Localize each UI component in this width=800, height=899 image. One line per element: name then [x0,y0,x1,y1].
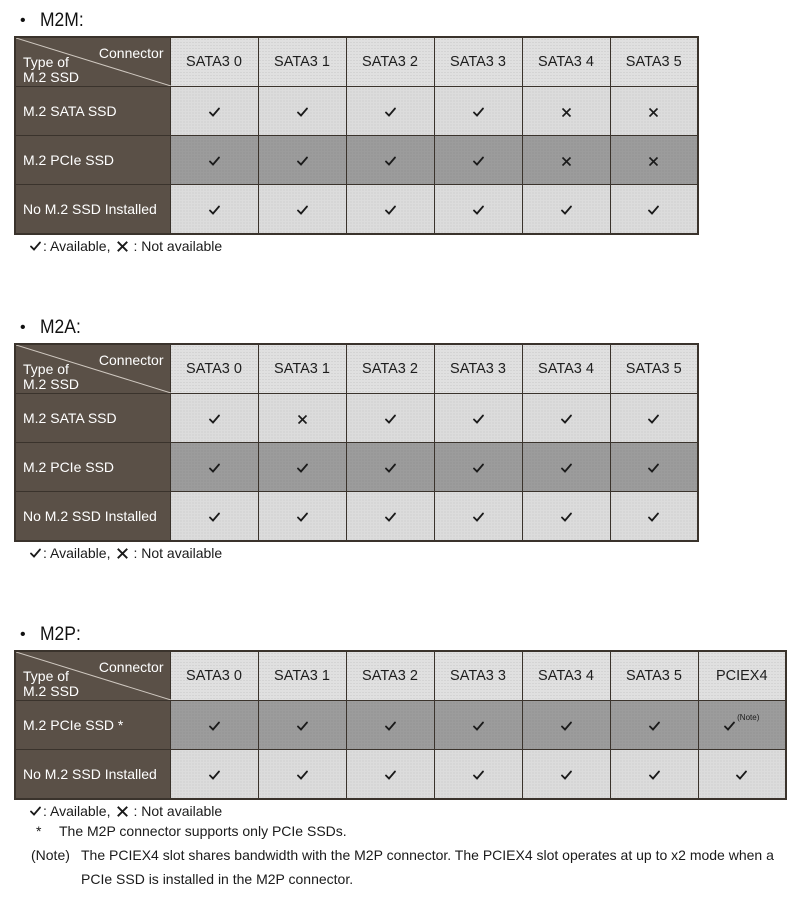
check-icon [473,414,484,424]
table-cell [258,750,346,800]
section-title-text: M2M: [39,10,84,31]
column-header: SATA3 3 [434,37,522,87]
column-header: SATA3 0 [170,344,258,394]
check-icon [473,205,484,215]
corner-type-label: Type of M.2 SSD [23,54,80,85]
table-cell [170,185,258,235]
legend-m2p [30,803,800,819]
column-header: SATA3 5 [610,37,698,87]
check-icon [385,414,396,424]
table-cell [610,443,698,492]
column-header: SATA3 5 [610,651,698,701]
header-row [15,344,698,394]
table-cell [434,136,522,185]
check-icon [385,770,396,780]
check-icon [561,205,572,215]
table-m2a [14,343,699,542]
table-cell [522,136,610,185]
cross-icon [297,414,308,425]
corner-connector-label: Connector [98,45,164,61]
check-icon [30,241,41,251]
column-header: SATA3 1 [258,344,346,394]
check-icon [648,512,659,522]
legend-available-label: : Available, [43,545,111,561]
column-header: SATA3 1 [258,37,346,87]
header-row [15,37,698,87]
column-header: SATA3 2 [346,651,434,701]
check-icon [385,721,396,731]
cross-icon [648,107,659,118]
table-cell [522,443,610,492]
check-icon [209,721,220,731]
column-header: SATA3 0 [170,37,258,87]
table-cell [434,701,522,750]
table-cell [346,185,434,235]
table-cell [346,492,434,542]
legend-m2a [30,545,699,561]
column-header: SATA3 2 [346,344,434,394]
row-label: M.2 PCIe SSD * [15,701,170,750]
table-cell [434,492,522,542]
footnotes [14,819,800,891]
cross-icon [648,156,659,167]
section-m2p [14,624,800,891]
column-header: SATA3 3 [434,344,522,394]
check-icon [561,512,572,522]
footnote-asterisk [14,819,800,843]
column-header: SATA3 4 [522,37,610,87]
table-cell [434,443,522,492]
footnote-note-text: The PCIEX4 slot shares bandwidth with the M2P connector. The PCIEX4 slot operates at up to x2 mode when a PCIe SSD is installed in the M2P connector. [81,847,774,887]
check-icon [648,463,659,473]
check-icon [30,548,41,558]
cross-icon [116,805,129,818]
check-icon [209,463,220,473]
table-cell [258,185,346,235]
check-icon [561,463,572,473]
cross-icon [561,107,572,118]
table-cell [610,185,698,235]
section-m2a [14,317,699,561]
table-cell [610,394,698,443]
header-row [15,651,786,701]
corner-connector-label: Connector [98,352,164,368]
corner-header [15,344,170,394]
column-header: SATA3 4 [522,651,610,701]
section-title-m2p [20,624,800,646]
table-cell [698,750,786,800]
check-icon [297,721,308,731]
check-icon [561,414,572,424]
check-icon [297,156,308,166]
table-cell [258,394,346,443]
table-cell [522,701,610,750]
table-cell [346,394,434,443]
table-cell [170,443,258,492]
corner-header [15,37,170,87]
column-header: SATA3 1 [258,651,346,701]
table-cell [258,492,346,542]
check-icon [473,770,484,780]
bullet-icon: • [20,626,26,643]
check-icon [297,205,308,215]
legend-m2m [30,238,699,254]
section-title-m2m [20,10,699,32]
check-icon [473,107,484,117]
check-icon [209,770,220,780]
table-row [15,185,698,235]
check-icon [724,721,735,731]
table-row [15,750,786,800]
check-icon [649,721,660,731]
check-icon [473,156,484,166]
bullet-icon: • [20,12,26,29]
table-cell [698,701,786,750]
check-icon [385,205,396,215]
check-icon [297,463,308,473]
cross-icon [116,547,129,560]
column-header: SATA3 3 [434,651,522,701]
corner-header [15,651,170,701]
table-cell [610,136,698,185]
corner-connector-label: Connector [98,659,164,675]
legend-not-available-label: : Not available [133,238,223,254]
check-icon [648,205,659,215]
table-cell [170,701,258,750]
table-row [15,394,698,443]
table-row [15,87,698,136]
table-cell [346,701,434,750]
footnote-asterisk-text: The M2P connector supports only PCIe SSDs. [59,823,347,839]
check-icon [385,463,396,473]
check-icon [297,770,308,780]
table-cell [346,443,434,492]
table-cell [170,136,258,185]
row-label: No M.2 SSD Installed [15,750,170,800]
check-icon [385,156,396,166]
table-cell [346,87,434,136]
table-cell [610,701,698,750]
table-row [15,492,698,542]
section-title-m2a [20,317,699,339]
row-label: M.2 PCIe SSD [15,443,170,492]
table-cell [610,750,698,800]
check-icon [209,512,220,522]
table-cell [170,87,258,136]
check-icon [473,721,484,731]
check-icon [385,107,396,117]
check-icon [209,205,220,215]
table-cell [434,87,522,136]
table-cell [610,87,698,136]
footnote-note [14,843,800,891]
legend-available-label: : Available, [43,238,111,254]
check-icon [649,770,660,780]
row-label: M.2 PCIe SSD [15,136,170,185]
table-cell [522,750,610,800]
check-icon [736,770,747,780]
table-m2p [14,650,787,800]
table-cell [346,750,434,800]
table-cell [170,492,258,542]
cross-icon [561,156,572,167]
table-cell [258,701,346,750]
table-cell [610,492,698,542]
row-label: M.2 SATA SSD [15,394,170,443]
table-cell [258,136,346,185]
legend-available-label: : Available, [43,803,111,819]
table-row [15,443,698,492]
row-label: M.2 SATA SSD [15,87,170,136]
column-header: SATA3 0 [170,651,258,701]
table-cell [522,492,610,542]
table-row [15,701,786,750]
check-icon [30,806,41,816]
table-m2m [14,36,699,235]
note-superscript: (Note) [737,713,760,722]
legend-not-available-label: : Not available [133,545,223,561]
section-title-text: M2A: [39,317,81,338]
legend-not-available-label: : Not available [133,803,223,819]
bullet-icon: • [20,319,26,336]
row-label: No M.2 SSD Installed [15,492,170,542]
table-cell [170,394,258,443]
column-header: PCIEX4 [698,651,786,701]
corner-type-label: Type of M.2 SSD [23,361,80,392]
table-cell [434,394,522,443]
table-cell [258,87,346,136]
column-header: SATA3 4 [522,344,610,394]
check-icon [385,512,396,522]
table-cell [346,136,434,185]
section-title-text: M2P: [39,624,81,645]
check-icon [561,770,572,780]
check-icon [473,463,484,473]
check-icon [648,414,659,424]
section-m2m [14,10,699,254]
table-cell [434,750,522,800]
table-row [15,136,698,185]
table-cell [258,443,346,492]
table-cell [522,185,610,235]
check-icon [209,107,220,117]
footnote-asterisk-mark: * [36,823,42,839]
check-icon [209,414,220,424]
footnote-note-mark: (Note) [31,847,70,863]
row-label: No M.2 SSD Installed [15,185,170,235]
check-icon [561,721,572,731]
table-cell [434,185,522,235]
check-icon [473,512,484,522]
check-icon [297,107,308,117]
column-header: SATA3 5 [610,344,698,394]
table-cell [522,394,610,443]
check-icon [297,512,308,522]
corner-type-label: Type of M.2 SSD [23,668,80,699]
cross-icon [116,240,129,253]
column-header: SATA3 2 [346,37,434,87]
check-icon [209,156,220,166]
table-cell [170,750,258,800]
table-cell [522,87,610,136]
